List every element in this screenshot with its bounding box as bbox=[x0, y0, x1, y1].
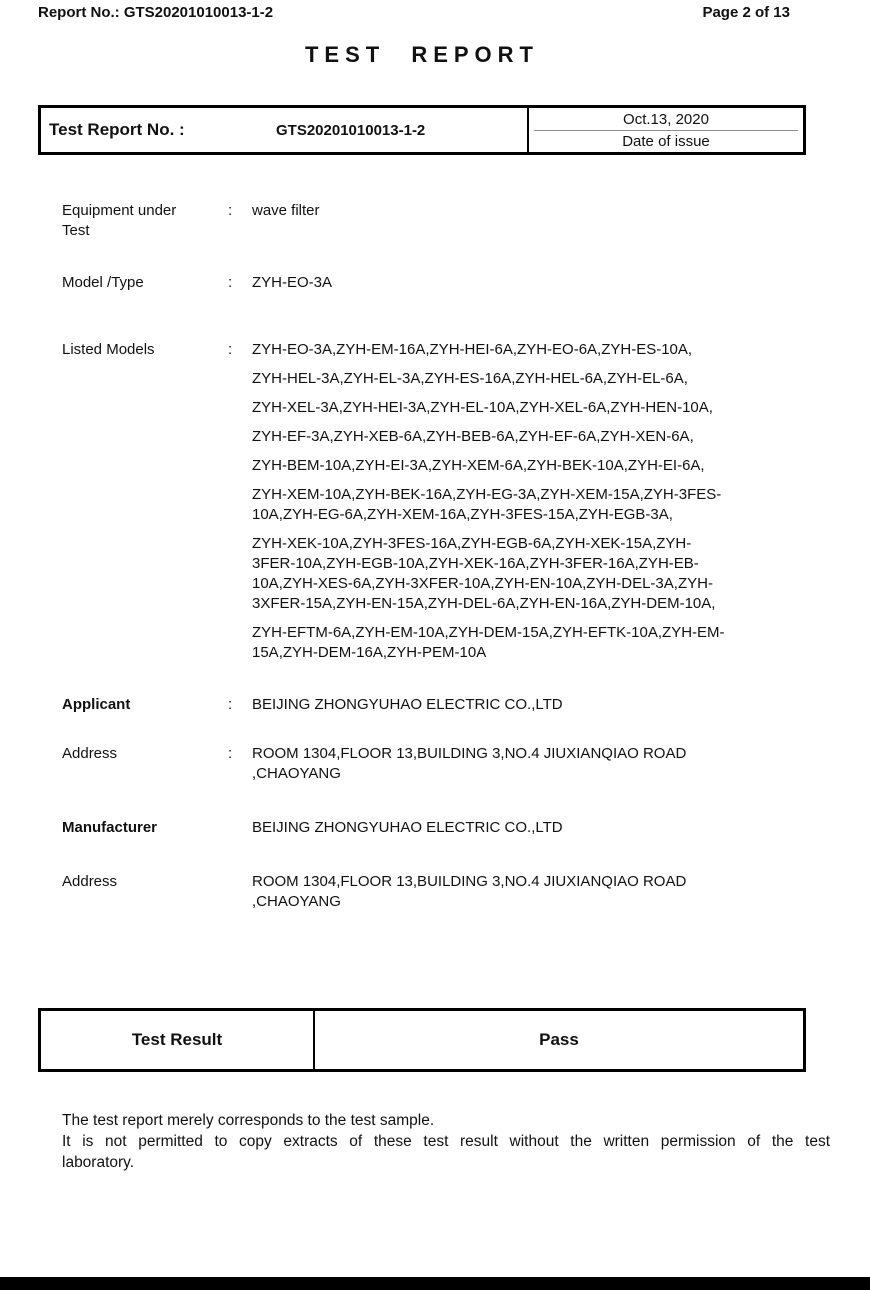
listed-models-value bbox=[252, 340, 732, 672]
field-colon: : bbox=[228, 274, 233, 291]
issue-date-cell bbox=[529, 108, 803, 152]
disclaimer-line-3: laboratory. bbox=[62, 1154, 135, 1171]
field-row-listed-models bbox=[62, 340, 830, 672]
model-line: 10A,ZYH-XES-6A,ZYH-3XFER-10A,ZYH-EN-10A,ZYH-DEL-3A,ZYH- bbox=[252, 575, 713, 592]
report-number-table bbox=[38, 105, 806, 155]
model-line: ZYH-XEM-10A,ZYH-BEK-16A,ZYH-EG-3A,ZYH-XEM-15A,ZYH-3FES- bbox=[252, 486, 722, 503]
model-line: 3FER-10A,ZYH-EGB-10A,ZYH-XEK-16A,ZYH-3FER-16A,ZYH-EB- bbox=[252, 555, 699, 572]
field-label-equipment: Equipment under Test bbox=[62, 202, 177, 239]
model-line: ZYH-EO-3A,ZYH-EM-16A,ZYH-HEI-6A,ZYH-EO-6A,ZYH-ES-10A, bbox=[252, 341, 693, 358]
test-result-value: Pass bbox=[539, 1030, 579, 1049]
model-group bbox=[252, 398, 732, 418]
scan-edge-bar bbox=[0, 1277, 870, 1290]
field-colon: : bbox=[228, 745, 233, 762]
report-number-cell bbox=[41, 108, 529, 152]
field-label-address: Address bbox=[62, 745, 118, 762]
field-value-applicant-address: ROOM 1304,FLOOR 13,BUILDING 3,NO.4 JIUXIANQIAO ROAD ,CHAOYANG bbox=[252, 745, 687, 782]
model-line: ZYH-XEK-10A,ZYH-3FES-16A,ZYH-EGB-6A,ZYH-XEK-15A,ZYH- bbox=[252, 535, 692, 552]
field-row-model bbox=[62, 273, 830, 293]
field-row-applicant-address bbox=[62, 744, 830, 784]
field-value-manufacturer-address: ROOM 1304,FLOOR 13,BUILDING 3,NO.4 JIUXIANQIAO ROAD ,CHAOYANG bbox=[252, 873, 687, 910]
field-value-equipment: wave filter bbox=[252, 202, 320, 219]
field-label-model: Model /Type bbox=[62, 274, 144, 291]
field-row-manufacturer bbox=[62, 818, 830, 838]
model-group bbox=[252, 456, 732, 476]
model-group bbox=[252, 369, 732, 389]
field-value-applicant: BEIJING ZHONGYUHAO ELECTRIC CO.,LTD bbox=[252, 696, 563, 713]
model-line: ZYH-HEL-3A,ZYH-EL-3A,ZYH-ES-16A,ZYH-HEL-6A,ZYH-EL-6A, bbox=[252, 370, 688, 387]
model-group bbox=[252, 534, 732, 614]
field-colon: : bbox=[228, 696, 233, 713]
field-colon bbox=[228, 818, 252, 838]
field-label-manufacturer: Manufacturer bbox=[62, 819, 158, 836]
disclaimer-line-2: It is not permitted to copy extracts of these test result without the written permission of the test bbox=[62, 1133, 830, 1150]
field-colon bbox=[228, 872, 252, 912]
field-label-applicant: Applicant bbox=[62, 696, 131, 713]
field-row-equipment bbox=[62, 201, 830, 241]
model-line: ZYH-BEM-10A,ZYH-EI-3A,ZYH-XEM-6A,ZYH-BEK-10A,ZYH-EI-6A, bbox=[252, 457, 705, 474]
field-colon: : bbox=[228, 341, 233, 358]
field-row-manufacturer-address bbox=[62, 872, 830, 912]
test-result-label: Test Result bbox=[41, 1011, 315, 1069]
field-colon: : bbox=[228, 202, 233, 219]
header-page-indicator: Page 2 of 13 bbox=[702, 4, 790, 21]
disclaimer bbox=[62, 1110, 830, 1173]
model-group bbox=[252, 623, 732, 663]
model-group bbox=[252, 427, 732, 447]
model-line: 10A,ZYH-EG-6A,ZYH-XEM-16A,ZYH-3FES-15A,ZYH-EGB-3A, bbox=[252, 506, 673, 523]
page-title: TEST REPORT bbox=[304, 42, 539, 67]
document-header bbox=[38, 4, 790, 21]
field-row-applicant bbox=[62, 695, 830, 715]
model-line: ZYH-XEL-3A,ZYH-HEI-3A,ZYH-EL-10A,ZYH-XEL-6A,ZYH-HEN-10A, bbox=[252, 399, 713, 416]
model-line: 15A,ZYH-DEM-16A,ZYH-PEM-10A bbox=[252, 644, 487, 661]
field-label-address: Address bbox=[62, 873, 118, 890]
model-line: 3XFER-15A,ZYH-EN-15A,ZYH-DEL-6A,ZYH-EN-16A,ZYH-DEM-10A, bbox=[252, 595, 716, 612]
model-line: ZYH-EFTM-6A,ZYH-EM-10A,ZYH-DEM-15A,ZYH-EFTK-10A,ZYH-EM- bbox=[252, 624, 725, 641]
report-number-value: GTS20201010013-1-2 bbox=[276, 121, 426, 139]
model-group bbox=[252, 485, 732, 525]
report-number-label: Test Report No. : bbox=[49, 120, 185, 139]
field-label-listed-models: Listed Models bbox=[62, 341, 155, 358]
model-group bbox=[252, 340, 732, 360]
model-line: ZYH-EF-3A,ZYH-XEB-6A,ZYH-BEB-6A,ZYH-EF-6A,ZYH-XEN-6A, bbox=[252, 428, 694, 445]
field-value-model: ZYH-EO-3A bbox=[252, 274, 333, 291]
test-result-table bbox=[38, 1008, 806, 1072]
issue-date-value: Oct.13, 2020 bbox=[623, 111, 709, 128]
date-of-issue-label: Date of issue bbox=[622, 133, 710, 150]
header-report-number: Report No.: GTS20201010013-1-2 bbox=[38, 4, 274, 21]
field-value-manufacturer: BEIJING ZHONGYUHAO ELECTRIC CO.,LTD bbox=[252, 819, 563, 836]
disclaimer-line-1: The test report merely corresponds to the test sample. bbox=[62, 1112, 435, 1129]
